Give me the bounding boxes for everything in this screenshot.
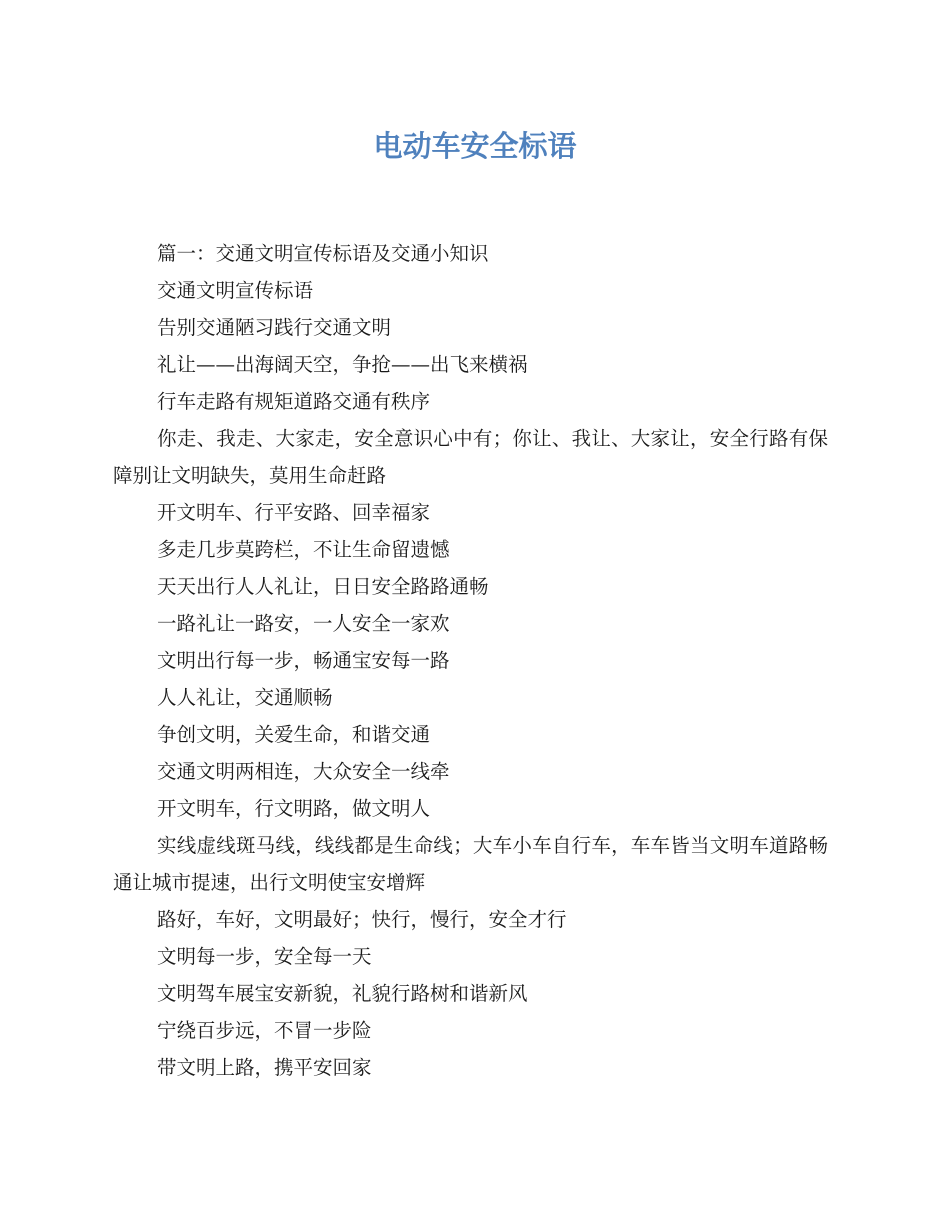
paragraph: 文明驾车展宝安新貌，礼貌行路树和谐新风 (157, 982, 528, 1005)
paragraph: 争创文明，关爱生命，和谐交通 (157, 723, 431, 746)
paragraph: 天天出行人人礼让，日日安全路路通畅 (157, 575, 489, 598)
paragraph: 交通文明两相连，大众安全一线牵 (157, 760, 450, 783)
paragraph: 带文明上路，携平安回家 (157, 1056, 372, 1079)
paragraph: 实线虚线斑马线，线线都是生命线；大车小车自行车，车车皆当文明车道路畅通让城市提速，出行文明使宝安增辉 (113, 834, 828, 894)
paragraph: 路好，车好，文明最好；快行，慢行，安全才行 (157, 908, 567, 931)
document-title: 电动车安全标语 (373, 129, 577, 163)
paragraph: 人人礼让，交通顺畅 (157, 686, 333, 709)
paragraph: 交通文明宣传标语 (157, 279, 314, 302)
paragraph: 一路礼让一路安，一人安全一家欢 (157, 612, 450, 635)
paragraph: 文明每一步，安全每一天 (157, 945, 372, 968)
paragraph: 你走、我走、大家走，安全意识心中有；你让、我让、大家让，安全行路有保障别让文明缺失，莫用生命赶路 (113, 427, 828, 487)
paragraph: 行车走路有规矩道路交通有秩序 (157, 390, 431, 413)
paragraph: 礼让——出海阔天空，争抢——出飞来横祸 (157, 353, 528, 376)
paragraph: 开文明车、行平安路、回幸福家 (157, 501, 431, 524)
paragraph: 多走几步莫跨栏，不让生命留遗憾 (157, 538, 450, 561)
paragraph: 宁绕百步远，不冒一步险 (157, 1019, 372, 1042)
paragraph: 开文明车，行文明路，做文明人 (157, 797, 431, 820)
paragraph: 告别交通陋习践行交通文明 (157, 316, 392, 339)
document-body (113, 235, 828, 1086)
paragraph: 文明出行每一步，畅通宝安每一路 (157, 649, 450, 672)
paragraph: 篇一：交通文明宣传标语及交通小知识 (157, 242, 489, 265)
